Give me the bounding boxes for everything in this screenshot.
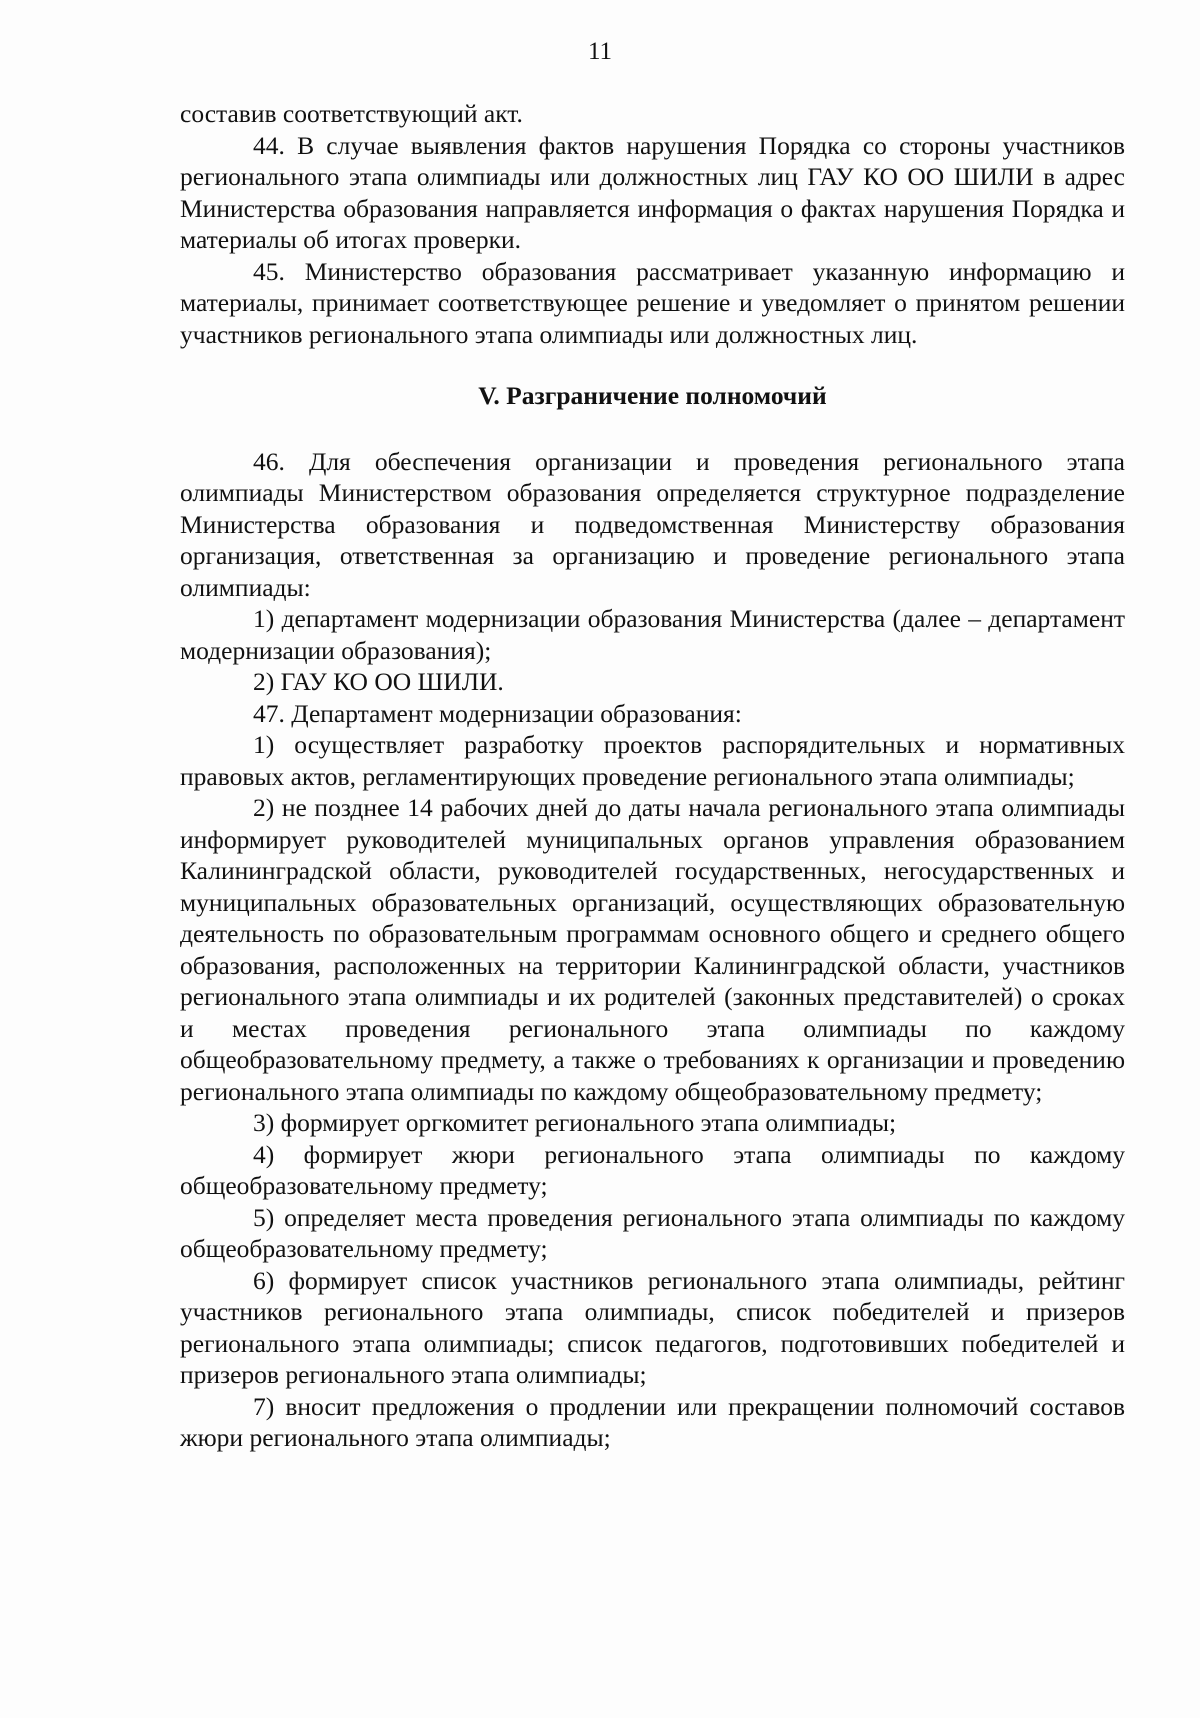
paragraph-continuation: составив соответствующий акт. xyxy=(180,99,523,128)
page-number: 11 xyxy=(587,38,613,65)
paragraph-46-item-2: 2) ГАУ КО ОО ШИЛИ. xyxy=(253,667,504,696)
paragraph-47-item-4: 4) формирует жюри регионального этапа олимпиады по каждому общеобразовательному предмету; xyxy=(180,1139,1125,1200)
paragraph-47-item-3: 3) формирует оргкомитет регионального этапа олимпиады; xyxy=(253,1108,897,1137)
paragraph-47-item-2: 2) не позднее 14 рабочих дней до даты начала регионального этапа олимпиады информирует руководителей муниципальных органов управления образованием Калининградской области, руководителей государственных, негосударственных и муниципальных образовательных организаций, осуществляющих образовательную деятельность по образовательным программам основного общего и среднего общего образования, расположенных на территории Калининградской области, участников регионального этапа олимпиады и их родителей (законных представителей) о сроках и местах проведения регионального этапа олимпиады по каждому общеобразовательному предмету, а также о требованиях к организации и проведению регионального этапа олимпиады по каждому общеобразовательному предмету; xyxy=(180,793,1125,1106)
section-heading: V. Разграничение полномочий xyxy=(478,381,827,410)
paragraph-47-item-1: 1) осуществляет разработку проектов распорядительных и нормативных правовых актов, регламентирующих проведение регионального этапа олимпиады; xyxy=(180,730,1125,791)
paragraph-45: 45. Министерство образования рассматривает указанную информацию и материалы, принимает соответствующее решение и уведомляет о принятом решении участников регионального этапа олимпиады или должностных лиц. xyxy=(180,256,1125,349)
paragraph-44: 44. В случае выявления фактов нарушения Порядка со стороны участников регионального этапа олимпиады или должностных лиц ГАУ КО ОО ШИЛИ в адрес Министерства образования направляется информация о фактах нарушения Порядка и материалы об итогах проверки. xyxy=(180,130,1125,254)
paragraph-47-item-7: 7) вносит предложения о продлении или прекращении полномочий составов жюри регионального этапа олимпиады; xyxy=(180,1391,1125,1452)
paragraph-47: 47. Департамент модернизации образования: xyxy=(253,698,742,728)
paragraph-46: 46. Для обеспечения организации и проведения регионального этапа олимпиады Министерством образования определяется структурное подразделение Министерства образования и подведомственная Министерству образования организация, ответственная за организацию и проведение регионального этапа олимпиады: xyxy=(180,446,1125,602)
document-body xyxy=(180,98,1125,1454)
paragraph-47-item-5: 5) определяет места проведения регионального этапа олимпиады по каждому общеобразовательному предмету; xyxy=(180,1202,1125,1263)
paragraph-47-item-6: 6) формирует список участников регионального этапа олимпиады, рейтинг участников регионального этапа олимпиады, список победителей и призеров регионального этапа олимпиады; список педагогов, подготовивших победителей и призеров регионального этапа олимпиады; xyxy=(180,1265,1125,1389)
paragraph-46-item-1: 1) департамент модернизации образования Министерства (далее – департамент модернизации образования); xyxy=(180,604,1125,665)
